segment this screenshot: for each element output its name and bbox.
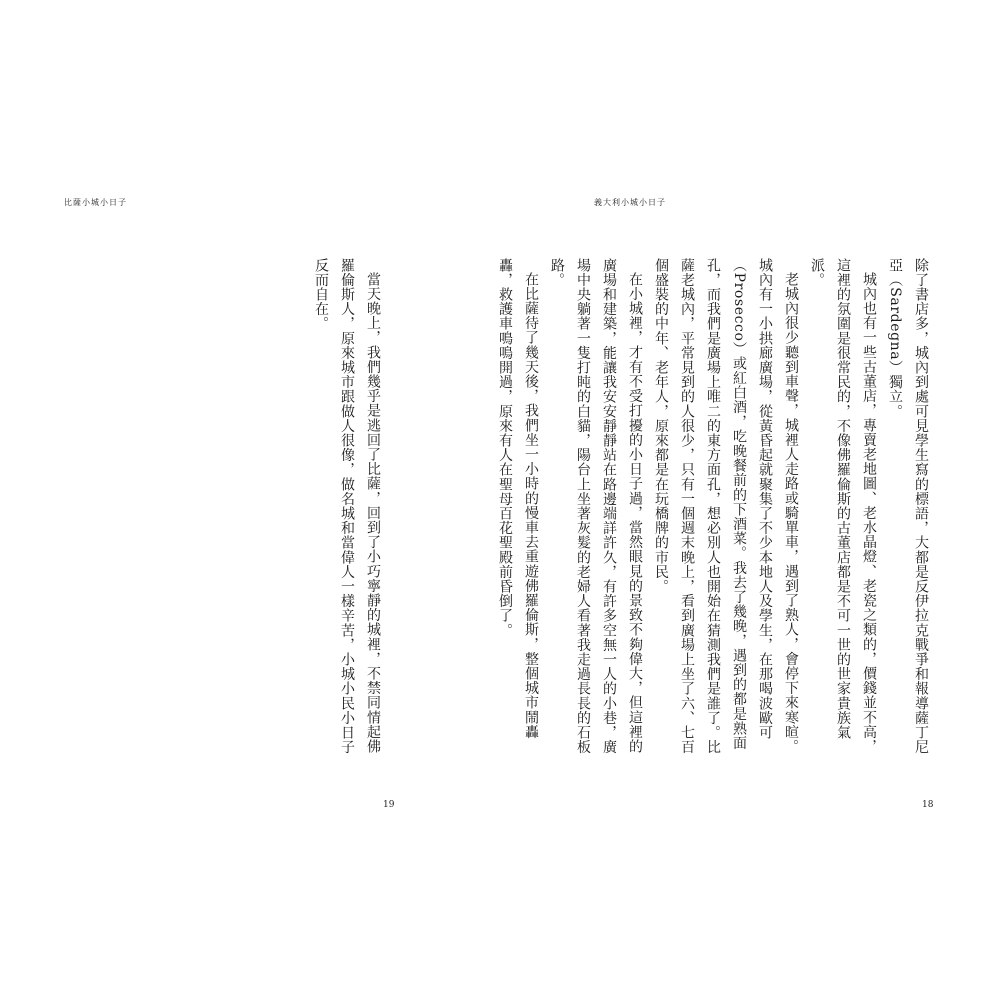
paragraph: 在小城裡，才有不受打擾的小日子過，當然眼見的景致不夠偉大，但這裡的廣場和建築，能讓我安安靜靜站在路邊端詳許久，有許多空無一人的小巷，廣場中央躺著一隻打盹的白貓，陽台上坐著灰髮的老婦人看著我走過長長的石板路。: [549, 258, 643, 755]
right-page: [497, 0, 1000, 1000]
page-number-right: 18: [922, 800, 934, 810]
paragraph: 除了書店多，城內到處可見學生寫的標語，大都是反伊拉克戰爭和報導薩丁尼亞（Sardegna）獨立。: [887, 258, 929, 755]
page-number-left: 19: [383, 800, 395, 810]
running-head-right: 義大利小城小日子: [594, 198, 666, 207]
body-text-left: [313, 258, 386, 758]
paragraph: 老城內很少聽到車聲，城裡人走路或騎單車，遇到了熟人，會停下來寒暄。城內有一小拱廊廣場，從黃昏起就聚集了不少本地人及學生，在那喝波歐可（Prosecco）或紅白酒，吃晚餐前的下酒菜。我去了幾晚，遇到的都是熟面孔，而我們是廣場上唯二的東方面孔，想必別人也開始在猜測我們是誰了。比薩老城內，平常見到的人很少，只有一個週末晚上，看到廣場上坐了六、七百個盛裝的中年、老年人，原來都是在玩橋牌的市民。: [653, 258, 799, 755]
paragraph: 城內也有一些古董店，專賣老地圖、老水晶燈、老瓷之類的，價錢並不高，這裡的氛圍是很常民的，不像佛羅倫斯的古董店都是不可一世的世家貴族氣派。: [809, 258, 877, 754]
paragraph: 當天晚上，我們幾乎是逃回了比薩，回到了小巧寧靜的城裡，不禁同情起佛羅倫斯人，原來城市跟做人很像，做名城和當偉人一樣辛苦，小城小民小日子反而自在。: [313, 258, 381, 755]
body-text-right: [497, 258, 934, 758]
paragraph: 在比薩待了幾天後，我們坐一小時的慢車去重遊佛羅倫斯，整個城市鬧轟轟，救護車鳴鳴開過，原來有人在聖母百花聖殿前昏倒了。: [497, 258, 539, 740]
running-head-left: 比薩小城小日子: [64, 198, 127, 207]
